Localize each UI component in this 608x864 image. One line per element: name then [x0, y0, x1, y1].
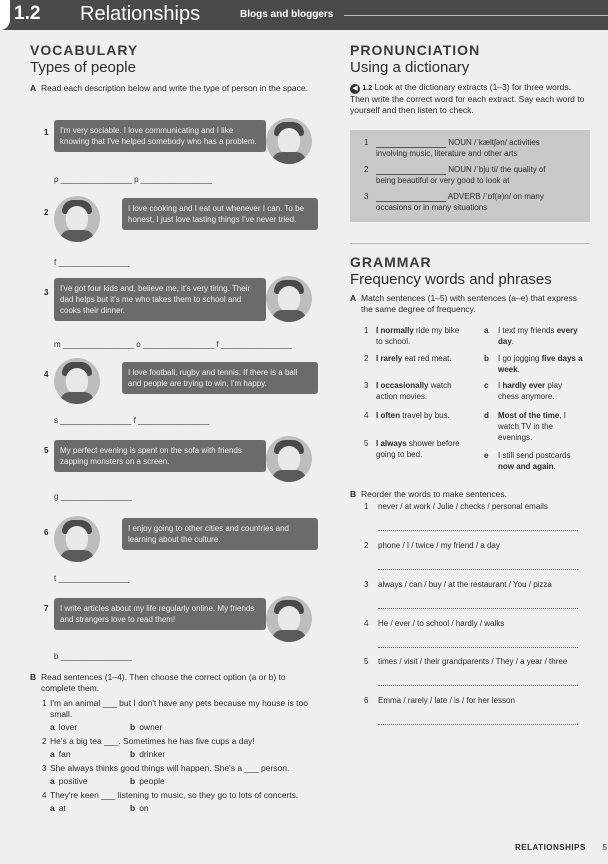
item-number: 3: [364, 580, 369, 589]
match-right-item[interactable]: [484, 380, 584, 402]
option-b[interactable]: b drinker: [130, 749, 166, 759]
sentence-text: I still send postcards: [498, 451, 571, 460]
option-text: drinker: [139, 749, 166, 759]
dictionary-item: [364, 191, 580, 213]
speech-bubble: I've got four kids and, believe me, it's very tiring. Their dad helps but it's me who takes them to school and cooks their dinner.: [54, 278, 266, 321]
answer-blank[interactable]: [376, 139, 446, 148]
item-number: 5: [364, 439, 369, 448]
option-text: owner: [139, 722, 163, 732]
audio-speaker-icon[interactable]: ◀: [350, 84, 360, 94]
page-number: 5: [602, 843, 608, 852]
answer-line[interactable]: [378, 724, 578, 725]
answer-blank[interactable]: t ________________: [54, 574, 130, 583]
sentence-text: I: [498, 381, 501, 390]
grammar-section: [350, 254, 590, 315]
item-number: 4: [364, 619, 369, 628]
person-item: [30, 436, 320, 504]
vocabulary-heading: VOCABULARY: [30, 42, 139, 58]
match-left-item[interactable]: [364, 353, 464, 364]
instruction-text: Read each description below and write the type of person in the space.: [41, 83, 308, 93]
person-portrait-icon: [54, 358, 100, 404]
answer-blank[interactable]: m ________________ o ________________ f ________________: [54, 340, 293, 349]
dictionary-entry: NOUN /ˈkæltʃən/ activities: [448, 138, 540, 147]
frequency-phrase: now and again: [498, 462, 554, 471]
sentence-text: ride my bike to school.: [376, 326, 460, 346]
speech-bubble: I love football, rugby and tennis. If there is a ball and people are trying to win, I'm happy.: [122, 362, 318, 394]
person-portrait-icon: [266, 436, 312, 482]
frequency-word: I rarely: [376, 354, 403, 363]
audio-track-number: 1.2: [362, 85, 373, 92]
dictionary-definition: occasions or in many situations: [376, 203, 488, 212]
person-portrait-icon: [54, 516, 100, 562]
question-number: 4: [42, 791, 47, 800]
match-left-item[interactable]: [364, 410, 464, 421]
sentence-text: , I watch TV in the evenings.: [498, 411, 567, 442]
item-letter: b: [484, 354, 489, 363]
match-left-item[interactable]: [364, 438, 464, 460]
instruction-text: Match sentences (1–5) with sentences (a–e) that express the same degree of frequency.: [361, 293, 577, 314]
answer-blank[interactable]: [376, 166, 446, 175]
unit-subtitle: Blogs and bloggers: [240, 9, 334, 20]
vocabulary-section: [30, 42, 320, 94]
answer-line[interactable]: [378, 647, 578, 648]
section-divider: [350, 243, 590, 244]
option-text: people: [139, 776, 165, 786]
item-number: 5: [44, 446, 49, 455]
item-letter: c: [484, 381, 489, 390]
option-text: at: [58, 803, 66, 813]
item-number: 6: [44, 528, 49, 537]
item-letter: a: [484, 326, 489, 335]
match-right-item[interactable]: [484, 410, 584, 443]
sentence-text: eat red meat.: [404, 354, 452, 363]
answer-line[interactable]: [378, 608, 578, 609]
person-portrait-icon: [54, 196, 100, 242]
question-item: [30, 736, 320, 747]
option-b[interactable]: b people: [130, 776, 165, 786]
question-text: He's a big tea ___. Sometimes he has five cups a day!: [50, 736, 255, 746]
pronunciation-section: [350, 42, 590, 116]
page-header: [0, 0, 608, 30]
item-number: 2: [364, 354, 369, 363]
item-letter: e: [484, 451, 489, 460]
word-prompt: always / can / buy / at the restaurant / You / pizza: [378, 580, 552, 589]
word-prompt: times / visit / their grandparents / They / a year / three: [378, 657, 568, 666]
word-prompt: phone / I / twice / my friend / a day: [378, 541, 500, 550]
sentence-text: .: [553, 462, 556, 471]
speech-bubble: I enjoy going to other cities and countries and learning about the culture.: [122, 518, 318, 550]
word-prompt: He / ever / to school / hardly / walks: [378, 619, 505, 628]
pronunciation-title: Using a dictionary: [350, 59, 470, 76]
sentence-text: watch action movies.: [376, 381, 452, 401]
item-number: 7: [44, 604, 49, 613]
item-number: 4: [44, 370, 49, 379]
speech-bubble: I love cooking and I eat out whenever I can. To be honest, I just love tasting things I've never tried.: [122, 198, 318, 230]
frequency-word: I always: [376, 439, 407, 448]
answer-line[interactable]: [378, 530, 578, 531]
option-text: fan: [58, 749, 71, 759]
pronunciation-instruction: [350, 82, 590, 116]
answer-options: [30, 722, 320, 732]
question-text: They're keen ___ listening to music, so they go to lots of concerts.: [50, 790, 299, 800]
option-b[interactable]: b owner: [130, 722, 163, 732]
instruction-letter: A: [30, 83, 37, 93]
sentence-text: shower before going to bed.: [376, 439, 460, 459]
item-number: 3: [364, 192, 369, 201]
answer-options: [30, 776, 320, 786]
option-a[interactable]: a positive: [50, 776, 88, 786]
vocabulary-exercise-b: [30, 672, 320, 813]
match-left-item[interactable]: [364, 325, 464, 347]
answer-blank[interactable]: f ________________: [54, 258, 130, 267]
grammar-title: Frequency words and phrases: [350, 271, 552, 288]
item-number: 3: [364, 381, 369, 390]
match-left-item[interactable]: [364, 380, 464, 402]
sentence-text: play chess anymore.: [498, 381, 563, 401]
option-text: positive: [58, 776, 88, 786]
instruction-letter: B: [350, 489, 357, 499]
speech-bubble: I write articles about my life regularly online. My friends and strangers love to read them!: [54, 598, 266, 630]
answer-options: [30, 803, 320, 813]
instruction-text: Read sentences (1–4). Then choose the correct option (a or b) to complete them.: [41, 672, 286, 693]
match-right-item[interactable]: [484, 325, 584, 347]
item-number: 2: [364, 541, 369, 550]
person-portrait-icon: [266, 596, 312, 642]
grammar-instruction-a: [350, 293, 590, 315]
match-right-item[interactable]: [484, 353, 584, 375]
item-letter: d: [484, 411, 489, 420]
reorder-item: [350, 502, 590, 538]
sentence-text: travel by bus.: [402, 411, 450, 420]
answer-options: [30, 749, 320, 759]
item-number: 5: [364, 657, 369, 666]
vocabulary-title: Types of people: [30, 59, 136, 76]
item-number: 1: [364, 326, 369, 335]
instruction-letter: B: [30, 672, 37, 682]
answer-blank[interactable]: p ________________ p ________________: [54, 175, 212, 184]
question-number: 3: [42, 764, 47, 773]
item-number: 4: [364, 411, 369, 420]
speech-bubble: My perfect evening is spent on the sofa with friends zapping monsters on a screen.: [54, 440, 266, 472]
question-item: [30, 790, 320, 801]
person-portrait-icon: [266, 276, 312, 322]
question-text: I'm an animal ___ but I don't have any pets because my house is too small.: [50, 698, 308, 719]
header-rule: [344, 15, 608, 16]
reorder-item: [350, 619, 590, 655]
item-number: 2: [44, 208, 49, 217]
option-b[interactable]: b on: [130, 803, 149, 813]
unit-number: 1.2: [14, 3, 41, 24]
frequency-phrase: hardly ever: [502, 381, 546, 390]
person-item: [30, 196, 320, 266]
footer-section: RELATIONSHIPS: [515, 843, 586, 852]
sentence-text: I text my friends: [498, 326, 555, 335]
item-number: 3: [44, 288, 49, 297]
question-text: She always thinks good things will happen. She's a ___ person.: [50, 763, 290, 773]
vocabulary-instruction-b: [30, 672, 320, 694]
frequency-word: I normally: [376, 326, 414, 335]
question-item: [30, 698, 320, 720]
dictionary-definition: being beautiful or very good to look at: [376, 176, 510, 185]
dictionary-extracts-box: [350, 130, 590, 222]
option-a[interactable]: a at: [50, 803, 66, 813]
person-item: [30, 514, 320, 584]
answer-blank[interactable]: [376, 193, 446, 202]
frequency-phrase: Most of the time: [498, 411, 560, 420]
instruction-text: Look at the dictionary extracts (1–3) for three words. Then write the correct word for each extract. Say each word to yourself and then listen to check.: [350, 82, 585, 115]
dictionary-item: [364, 164, 580, 186]
dictionary-definition: involving music, literature and other arts: [376, 149, 518, 158]
answer-blank[interactable]: s ________________ f ________________: [54, 416, 210, 425]
frequency-word: I occasionally: [376, 381, 429, 390]
vocabulary-instruction-a: [30, 83, 320, 94]
pronunciation-heading: PRONUNCIATION: [350, 42, 481, 58]
sentence-text: .: [511, 337, 515, 346]
item-number: 1: [364, 502, 369, 511]
answer-line[interactable]: [378, 685, 578, 686]
option-text: on: [139, 803, 149, 813]
answer-blank[interactable]: b ________________: [54, 652, 132, 661]
word-prompt: never / at work / Julie / checks / personal emails: [378, 502, 548, 511]
page-footer: [515, 843, 608, 852]
reorder-item: [350, 541, 590, 577]
option-a[interactable]: a lover: [50, 722, 78, 732]
dictionary-item: [364, 137, 580, 159]
header-corner: [0, 0, 10, 30]
reorder-item: [350, 580, 590, 616]
person-item: [30, 118, 320, 188]
grammar-heading: GRAMMAR: [350, 254, 432, 270]
option-a[interactable]: a fan: [50, 749, 71, 759]
speech-bubble: I'm very sociable. I love communicating and I like knowing that I've helped somebody who has a problem.: [54, 120, 266, 152]
frequency-phrase: every day: [498, 326, 578, 346]
grammar-instruction-b: [350, 489, 601, 500]
frequency-phrase: five days a week: [498, 354, 583, 374]
dictionary-entry: ADVERB /ˈɒf(ə)n/ on many: [447, 192, 544, 201]
item-number: 6: [364, 696, 369, 705]
sentence-text: .: [517, 365, 520, 374]
item-number: 2: [364, 165, 369, 174]
question-number: 1: [42, 699, 47, 708]
reorder-item: [350, 696, 590, 732]
question-number: 2: [42, 737, 47, 746]
answer-line[interactable]: [378, 569, 578, 570]
dictionary-entry: NOUN /ˈbjuːti/ the quality of: [448, 165, 546, 174]
option-text: lover: [58, 722, 78, 732]
person-item: [30, 358, 320, 430]
frequency-word: I often: [376, 411, 400, 420]
question-item: [30, 763, 320, 774]
answer-blank[interactable]: g ________________: [54, 492, 132, 501]
item-number: 1: [44, 128, 49, 137]
instruction-text: Reorder the words to make sentences.: [361, 489, 507, 499]
match-right-item[interactable]: [484, 450, 584, 472]
person-item: [30, 276, 320, 352]
instruction-letter: A: [350, 293, 357, 303]
person-portrait-icon: [266, 118, 312, 164]
word-prompt: Emma / rarely / late / is / for her lesson: [378, 696, 515, 705]
sentence-text: I go jogging: [498, 354, 540, 363]
item-number: 1: [364, 138, 369, 147]
reorder-item: [350, 657, 590, 693]
person-item: [30, 596, 320, 666]
unit-title: Relationships: [80, 3, 201, 25]
